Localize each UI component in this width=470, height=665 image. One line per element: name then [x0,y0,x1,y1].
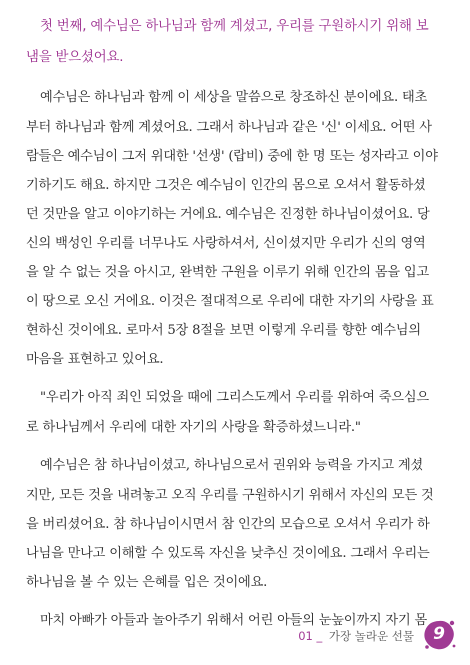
running-footer [298,628,414,644]
chapter-title: 가장 놀라운 선물 [328,629,414,643]
body-text-line: 을 버리셨어요. 참 하나님이시면서 참 인간의 모습으로 오셔서 우리가 하 [26,517,430,532]
body-text-line: 마음을 표현하고 있어요. [26,352,164,367]
page-number: 9 [433,624,445,644]
body-text-line: 지만, 모든 것을 내려놓고 오직 우리를 구원하시기 위해서 자신의 모든 것 [26,488,434,503]
scripture-quote-line: 로 하나님께서 우리에 대한 자기의 사랑을 확증하셨느니라." [26,420,361,435]
lead-paragraph-line: 첫 번째, 예수님은 하나님과 함께 계셨고, 우리를 구원하시기 위해 보 [40,19,429,34]
body-text-line: 마치 아빠가 아들과 놀아주기 위해서 어린 아들의 눈높이까지 자기 몸 [40,613,428,628]
body-text-line: 현하신 것이에요. 로마서 5장 8절을 보면 이렇게 우리를 향한 예수님의 [26,323,421,338]
body-text-line: 하나님을 볼 수 있는 은혜를 입은 것이에요. [26,575,268,590]
body-text-line: 던 것만을 알고 이야기하는 거에요. 예수님은 진정한 하나님이셨어요. 당 [26,207,430,222]
body-text-line: 신의 백성인 우리를 너무나도 사랑하셔서, 신이셨지만 우리가 신의 영역 [26,236,426,251]
body-text-line: 이 땅으로 오신 거에요. 이것은 절대적으로 우리에 대한 자기의 사랑을 표 [26,294,434,309]
chapter-separator: _ [316,629,323,643]
body-text-line: 예수님은 하나님과 함께 이 세상을 말씀으로 창조하신 분이에요. 태초 [40,90,428,105]
body-text-line: 을 알 수 없는 것을 아시고, 완벽한 구원을 이루기 위해 인간의 몸을 입고 [26,265,429,280]
chapter-number: 01 [298,629,313,643]
body-text-line: 나님을 만나고 이해할 수 있도록 자신을 낮추신 것이에요. 그래서 우리는 [26,546,430,561]
body-text-line: 부터 하나님과 함께 계셨어요. 그래서 하나님과 같은 '신' 이세요. 어떤 사 [26,120,432,135]
scripture-quote-line: "우리가 아직 죄인 되었을 때에 그리스도께서 우리를 위하여 죽으심으 [40,390,429,405]
body-text-line: 기하기도 해요. 하지만 그것은 예수님이 인간의 몸으로 오셔서 활동하셨 [26,178,426,193]
body-text-line: 람들은 예수님이 그저 위대한 '선생' (랍비) 중에 한 명 또는 성자라고 이야 [26,149,438,164]
page-number-badge [422,618,456,652]
lead-paragraph-line: 냄을 받으셨어요. [26,50,124,65]
body-text-line: 예수님은 참 하나님이셨고, 하나님으로서 권위와 능력을 가지고 계셨 [40,458,424,473]
